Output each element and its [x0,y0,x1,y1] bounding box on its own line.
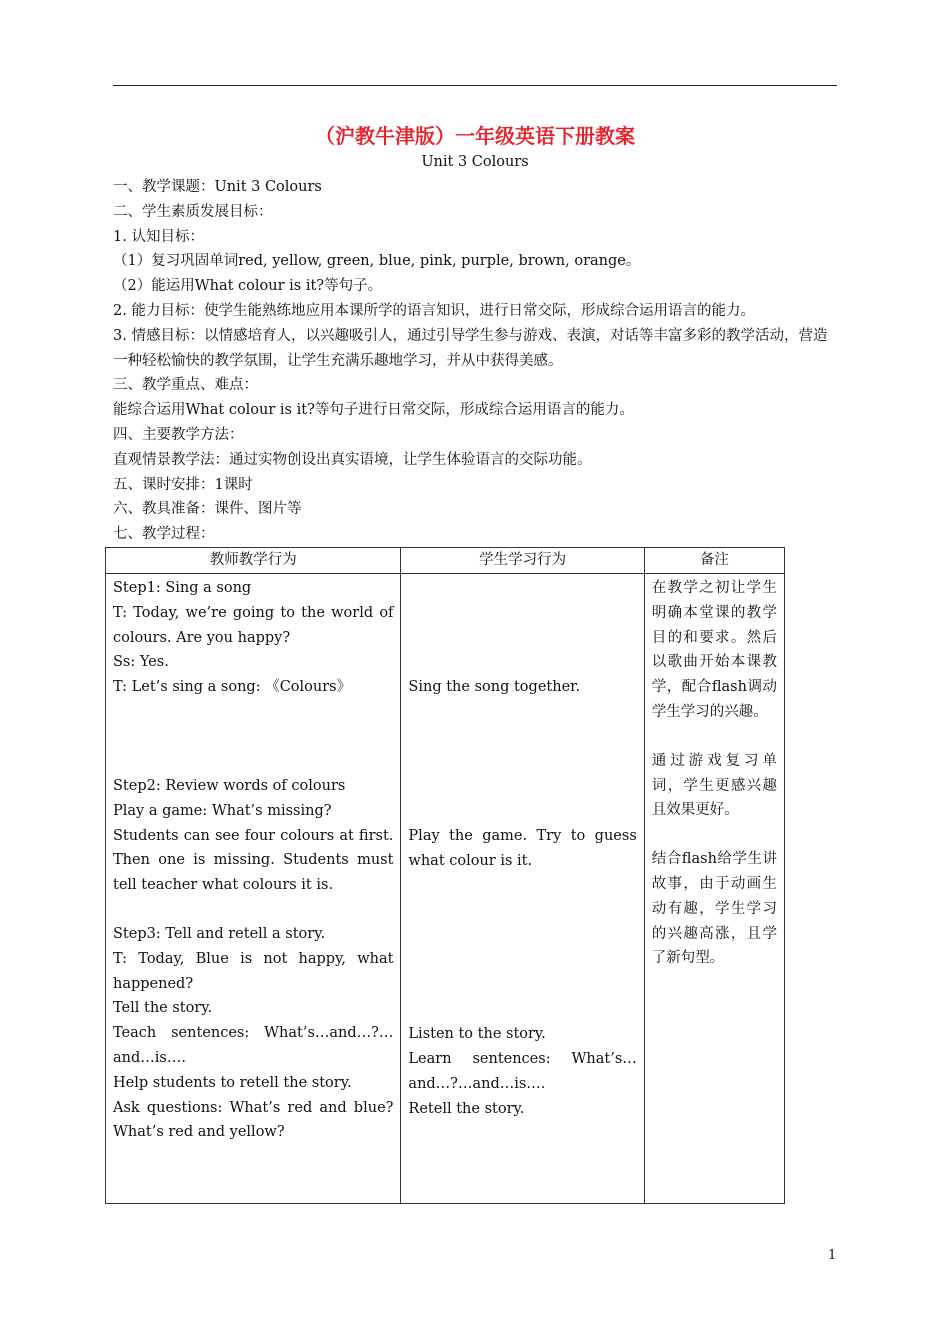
process-table [105,547,785,1204]
process-heading: 七、教学过程： [113,526,215,543]
key-points-heading: 三、教学重点、难点： [113,377,258,394]
student-step3-line: Retell the story. [408,1100,525,1117]
table-header-row [106,548,785,574]
student-cell [401,574,644,1204]
unit-subtitle: Unit 3 Colours [421,154,529,170]
step2-line: Play a game: What’s missing? [113,802,332,819]
topic-line: 一、教学课题：Unit 3 Colours [113,179,322,195]
page-number: 1 [828,1248,837,1263]
notes-cell [644,574,784,1204]
methods: 直观情景教学法：通过实物创设出真实语境，让学生体验语言的交际功能。 [113,451,592,468]
step3-line: T: Today, Blue is not happy, what happened? [113,950,394,992]
emotion-goal: 3. 情感目标：以情感培育人，以兴趣吸引人，通过引导学生参与游戏、表演，对话等丰富多彩的教学活动，营造一种轻松愉快的教学氛围，让学生充满乐趣地学习，并从中获得美感。 [113,327,828,369]
page-title: （沪教牛津版）一年级英语下册教案 [315,124,635,148]
key-points: 能综合运用What colour is it?等句子进行日常交际，形成综合运用语言的能力。 [113,402,634,419]
student-step3-line: Listen to the story. [408,1026,546,1043]
lesson-plan-body [113,175,839,547]
note-step1: 在教学之初让学生明确本堂课的教学目的和要求。然后以歌曲开始本课教学，配合flash调动学生学习的兴趣。 [651,580,777,720]
step3-line: Tell the story. [113,1000,213,1017]
step1-line: Ss: Yes. [113,654,169,671]
header-notes: 备注 [644,548,784,574]
step1-title: Step1: Sing a song [113,580,252,596]
student-step3-line: Learn sentences: What’s…and…?…and…is…. [408,1051,637,1092]
schedule: 五、课时安排：1课时 [113,476,253,493]
cognitive-goal-heading: 1. 认知目标： [113,228,204,245]
teacher-cell [106,574,401,1204]
student-step1: Sing the song together. [408,679,581,695]
goals-heading: 二、学生素质发展目标： [113,203,273,220]
step3-line: Ask questions: What’s red and blue? What’s red and yellow? [113,1099,394,1141]
cognitive-goal-2: （2）能运用What colour is it?等句子。 [113,278,383,295]
header-teacher: 教师教学行为 [106,548,401,574]
header-rule [113,85,837,86]
step3-title: Step3: Tell and retell a story. [113,925,326,942]
materials: 六、教具准备：课件、图片等 [113,501,302,518]
step3-line: Teach sentences: What’s…and…?…and…is…. [113,1025,394,1066]
ability-goal: 2. 能力目标：使学生能熟练地应用本课所学的语言知识，进行日常交际，形成综合运用语言的能力。 [113,302,755,319]
student-step2: Play the game. Try to guess what colour is it. [408,827,637,869]
step3-line: Help students to retell the story. [113,1074,352,1091]
table-row [106,574,785,1204]
methods-heading: 四、主要教学方法： [113,426,244,443]
note-step3: 结合flash给学生讲故事，由于动画生动有趣，学生学习的兴趣高涨，且学了新句型。 [651,851,777,967]
step2-line: Students can see four colours at first. Then one is missing. Students must tell teacher what colours it is. [113,827,394,894]
header-student: 学生学习行为 [401,548,644,574]
note-step2: 通过游戏复习单词，学生更感兴趣且效果更好。 [651,752,777,819]
cognitive-goal-1: （1）复习巩固单词red, yellow, green, blue, pink, purple, brown, orange。 [113,253,641,270]
step1-line: T: Today, we’re going to the world of colours. Are you happy? [113,604,394,646]
step1-line: T: Let’s sing a song: 《Colours》 [113,679,352,696]
step2-title: Step2: Review words of colours [113,777,346,794]
